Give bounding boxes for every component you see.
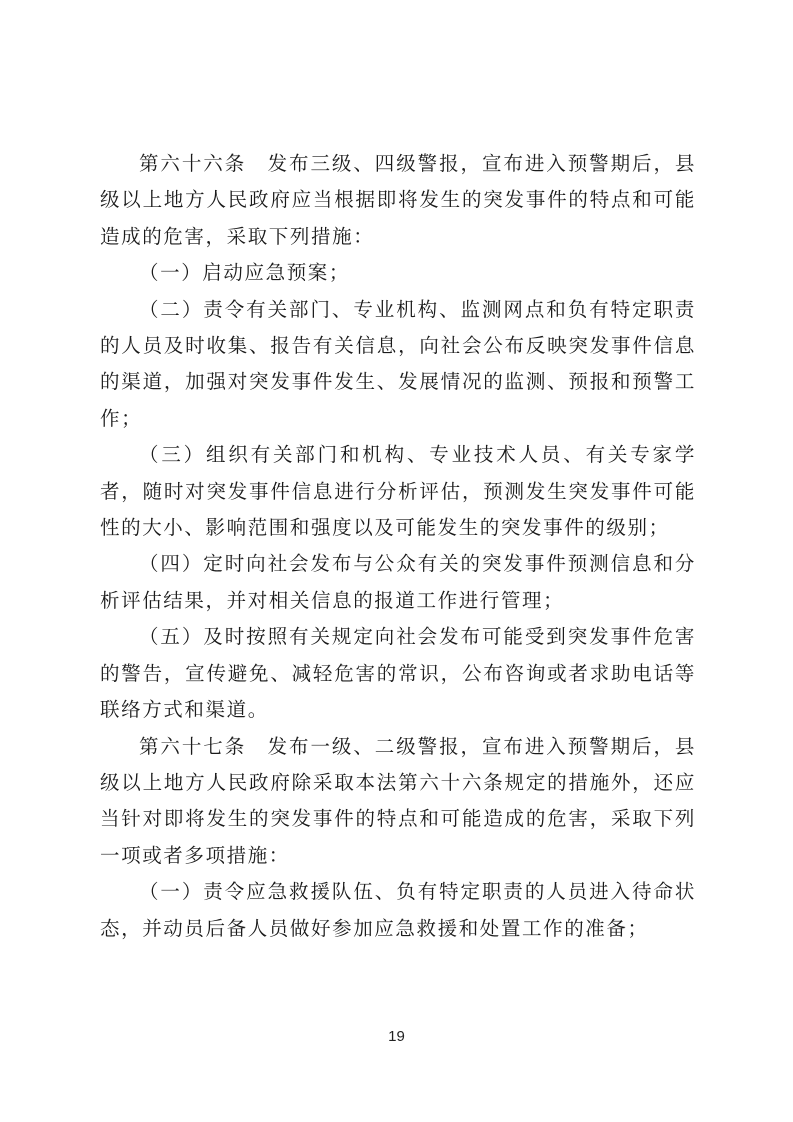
article-66-paragraph: 第六十六条 发布三级、四级警报，宣布进入预警期后，县级以上地方人民政府应当根据即将发生的突发事件的特点和可能造成的危害，采取下列措施： — [100, 152, 696, 248]
article-67-paragraph: 第六十七条 发布一级、二级警报，宣布进入预警期后，县级以上地方人民政府除采取本法第六十六条规定的措施外，还应当针对即将发生的突发事件的特点和可能造成的危害，采取下列一项或者多项措施： — [100, 734, 696, 867]
measure-4-paragraph: （四）定时向社会发布与公众有关的突发事件预测信息和分析评估结果，并对相关信息的报道工作进行管理； — [100, 552, 696, 612]
page-number: 19 — [388, 1028, 405, 1045]
measure-5-paragraph: （五）及时按照有关规定向社会发布可能受到突发事件危害的警告，宣传避免、减轻危害的常识，公布咨询或者求助电话等联络方式和渠道。 — [100, 625, 696, 722]
measure-2-paragraph: （二）责令有关部门、专业机构、监测网点和负有特定职责的人员及时收集、报告有关信息，向社会公布反映突发事件信息的渠道，加强对突发事件发生、发展情况的监测、预报和预警工作； — [100, 297, 696, 430]
article-67-measure-1-paragraph: （一）责令应急救援队伍、负有特定职责的人员进入待命状态，并动员后备人员做好参加应急救援和处置工作的准备； — [100, 880, 696, 940]
measure-3-paragraph: （三）组织有关部门和机构、专业技术人员、有关专家学者，随时对突发事件信息进行分析评估，预测发生突发事件可能性的大小、影响范围和强度以及可能发生的突发事件的级别； — [100, 443, 696, 540]
measure-1-paragraph: （一）启动应急预案； — [139, 261, 351, 285]
body-text — [100, 146, 696, 947]
